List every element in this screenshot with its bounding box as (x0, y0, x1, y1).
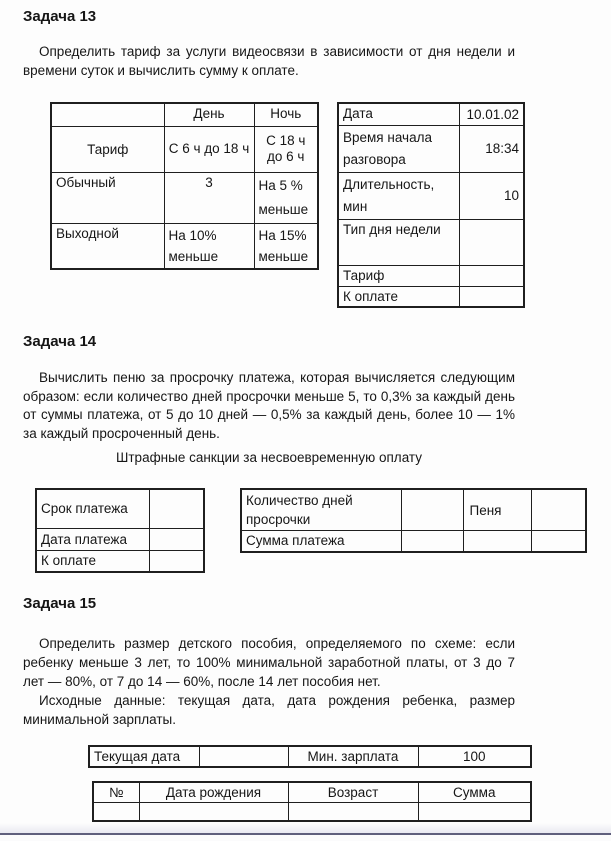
task14-heading: Задача 14 (23, 333, 97, 350)
table-cell (459, 219, 524, 265)
input-data-table (88, 745, 532, 768)
table-cell: Сумма платежа (241, 531, 401, 552)
table-cell: Обычный (51, 172, 164, 223)
table-cell (93, 803, 139, 821)
table-cell: Дата платежа (36, 528, 149, 550)
table-cell: На 10% меньше (164, 223, 254, 269)
table-row (241, 531, 586, 552)
table-cell: Тип дня недели (338, 219, 459, 265)
table-row (36, 528, 204, 550)
table-cell (418, 803, 531, 821)
table-cell (199, 746, 288, 767)
table-cell: Тариф (338, 265, 459, 286)
table-cell: На 5 % меньше (254, 172, 318, 223)
payment-table (35, 488, 205, 573)
table-cell: К оплате (338, 286, 459, 307)
task15-paragraph-2: Исходные данные: текущая дата, дата рождения ребенка, размер минимальной зарплаты. (23, 693, 515, 727)
table-row (93, 803, 531, 821)
table-row (338, 219, 524, 265)
table-cell: На 15% меньше (254, 223, 318, 269)
tariff-table (50, 102, 319, 270)
table-row (338, 172, 524, 219)
table-cell: 18:34 (459, 125, 524, 172)
table-cell: Дата (338, 103, 459, 125)
table-cell (459, 286, 524, 307)
table-cell (139, 803, 288, 821)
table-row (36, 550, 204, 572)
table-cell (51, 103, 164, 126)
table-row (338, 265, 524, 286)
table-cell: Текущая дата (89, 746, 199, 767)
table-cell (149, 489, 204, 528)
task13-paragraph: Определить тариф за услуги видеосвязи в зависимости от дня недели и времени суток и вычислить сумму к оплате. (23, 44, 515, 78)
table-cell: Ночь (254, 103, 318, 126)
table-row (36, 489, 204, 528)
table-header-cell: Сумма (418, 782, 531, 803)
result-table (92, 781, 532, 822)
table-cell: К оплате (36, 550, 149, 572)
table-cell (401, 489, 463, 531)
table-cell (149, 528, 204, 550)
table-cell (531, 489, 586, 531)
table-cell (459, 265, 524, 286)
table-cell: Срок платежа (36, 489, 149, 528)
penalty-table (240, 488, 587, 553)
task15-paragraphs (23, 634, 515, 729)
table-cell: Длительность, мин (338, 172, 459, 219)
task13-heading: Задача 13 (23, 8, 97, 25)
call-data-table (337, 102, 525, 308)
task15-paragraph-1: Определить размер детского пособия, определяемого по схеме: если ребенку меньше 3 лет, то 100% минимальной заработной платы, от 3 до 7 лет — 80%, от 7 до 14 — 60%, после 14 лет пособия нет. (23, 636, 515, 689)
table-cell: Выходной (51, 223, 164, 269)
task15-heading: Задача 15 (23, 595, 97, 612)
table-cell (288, 803, 418, 821)
task14-paragraph: Вычислить пеню за просрочку платежа, которая вычисляется следующим образом: если количество дней просрочки меньше 5, то 0,3% за каждый день от суммы платежа, от 5 до 10 дней — 0,5% за каждый день, более 10 — 1% за каждый просроченный день. (23, 370, 515, 441)
table-cell: Время начала разговора (338, 125, 459, 172)
table-cell (401, 531, 463, 552)
table-cell: Количество дней просрочки (241, 489, 401, 531)
table-row (51, 223, 318, 269)
table-row (89, 746, 531, 767)
table-cell: День (164, 103, 254, 126)
page-bottom-shade (0, 823, 611, 833)
table-cell: Мин. зарплата (288, 746, 418, 767)
table-cell: 100 (418, 746, 531, 767)
table-cell: Тариф (51, 126, 164, 172)
table-row (51, 126, 318, 172)
table-row (51, 172, 318, 223)
table-header-cell: № (93, 782, 139, 803)
table-row (338, 103, 524, 125)
table-cell: 3 (164, 172, 254, 223)
table-header-cell: Дата рождения (139, 782, 288, 803)
table-cell: 10.01.02 (459, 103, 524, 125)
table-cell: С 6 ч до 18 ч (164, 126, 254, 172)
table-cell: С 18 ч до 6 ч (254, 126, 318, 172)
table-cell (149, 550, 204, 572)
table-cell (531, 531, 586, 552)
table-row (338, 125, 524, 172)
table-cell: 10 (459, 172, 524, 219)
table-header-cell: Возраст (288, 782, 418, 803)
penalty-caption: Штрафные санкции за несвоевременную оплату (116, 450, 422, 465)
table-cell (463, 531, 531, 552)
table-row (338, 286, 524, 307)
table-row (241, 489, 586, 531)
table-row (51, 103, 318, 126)
table-header-row (93, 782, 531, 803)
table-cell: Пеня (463, 489, 531, 531)
page-below-margin (0, 835, 611, 841)
